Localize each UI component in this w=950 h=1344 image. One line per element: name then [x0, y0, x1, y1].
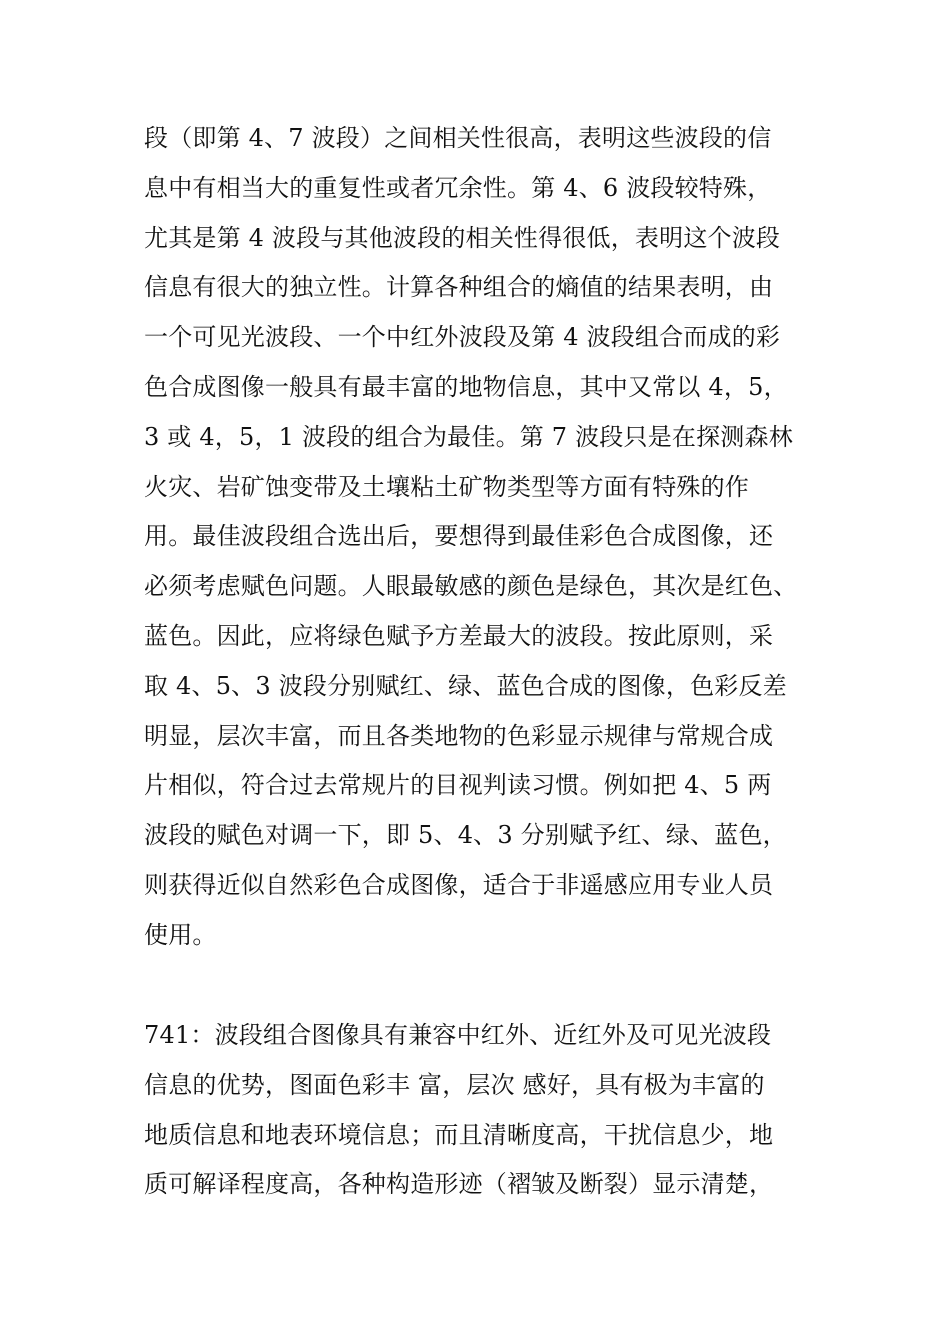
text-line: 尤其是第 4 波段与其他波段的相关性得很低，表明这个波段: [144, 223, 781, 252]
text-line: 段（即第 4、7 波段）之间相关性很高，表明这些波段的信: [144, 124, 772, 152]
text-line: 火灾、岩矿蚀变带及土壤粘土矿物类型等方面有特殊的作: [144, 472, 749, 501]
text-line: 地质信息和地表环境信息；而且清晰度高，干扰信息少，地: [144, 1120, 774, 1149]
text-line: 使用。: [144, 920, 217, 949]
text-line: 3 或 4，5，1 波段的组合为最佳。第 7 波段只是在探测森林: [144, 422, 793, 451]
text-line: 信息有很大的独立性。计算各种组合的熵值的结果表明，由: [144, 273, 774, 302]
text-line: 741：波段组合图像具有兼容中红外、近红外及可见光波段: [144, 1021, 772, 1049]
text-line: 用。最佳波段组合选出后，要想得到最佳彩色合成图像，还: [144, 522, 774, 551]
text-line: 信息的优势，图面色彩丰 富，层次 感好，具有极为丰富的: [144, 1070, 765, 1099]
text-line: 质可解译程度高，各种构造形迹（褶皱及断裂）显示清楚，: [144, 1170, 774, 1199]
text-line: 息中有相当大的重复性或者冗余性。第 4、6 波段较特殊，: [144, 173, 772, 202]
text-line: 必须考虑赋色问题。人眼最敏感的颜色是绿色，其次是红色、: [144, 572, 798, 601]
text-line: 片相似，符合过去常规片的目视判读习惯。例如把 4、5 两: [144, 771, 772, 800]
paragraph-band-analysis: [144, 114, 844, 961]
text-line: 则获得近似自然彩色合成图像，适合于非遥感应用专业人员: [144, 870, 774, 899]
text-line: 取 4、5、3 波段分别赋红、绿、蓝色合成的图像，色彩反差: [144, 671, 787, 700]
text-line: 蓝色。因此，应将绿色赋予方差最大的波段。按此原则，采: [144, 621, 774, 650]
paragraph-741-combination: [144, 1011, 844, 1210]
text-line: 明显，层次丰富，而且各类地物的色彩显示规律与常规合成: [144, 721, 774, 750]
text-line: 波段的赋色对调一下，即 5、4、3 分别赋予红、绿、蓝色，: [144, 821, 787, 850]
text-line: 色合成图像一般具有最丰富的地物信息，其中又常以 4，5，: [144, 372, 788, 401]
text-line: 一个可见光波段、一个中红外波段及第 4 波段组合而成的彩: [144, 323, 781, 352]
